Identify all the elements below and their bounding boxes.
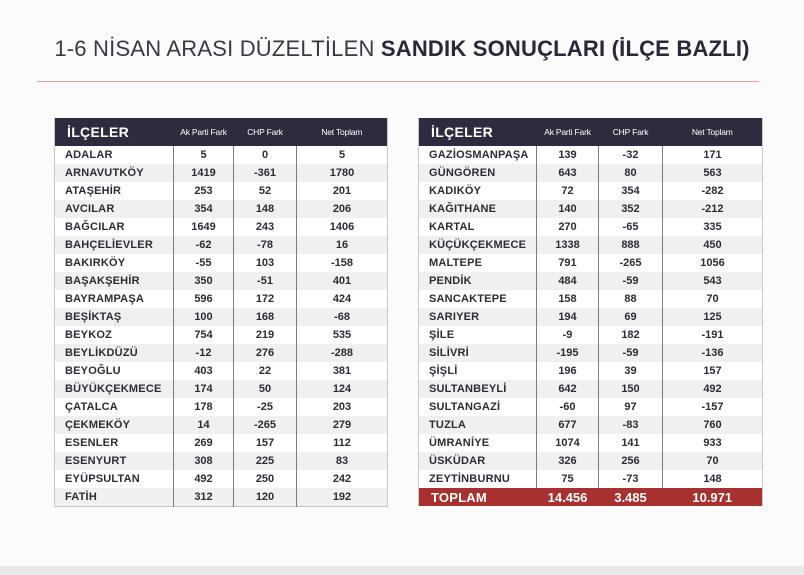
district-cell: ARNAVUTKÖY: [55, 164, 174, 182]
net-total-cell: 1406: [297, 218, 388, 236]
net-total-cell: 125: [663, 308, 763, 326]
akp-diff-cell: 1074: [537, 434, 599, 452]
chp-diff-cell: 168: [234, 308, 297, 326]
table-row: [55, 182, 388, 200]
chp-diff-cell: 97: [599, 398, 663, 416]
total-net: 10.971: [663, 488, 763, 506]
table-row: [419, 434, 763, 452]
district-cell: KARTAL: [429, 221, 475, 233]
district-cell: BAYRAMPAŞA: [65, 293, 145, 305]
akp-diff-cell: 403: [174, 362, 234, 380]
akp-diff-cell: 174: [174, 380, 234, 398]
net-total-cell: 1056: [663, 254, 763, 272]
district-cell: ŞİŞLİ: [429, 365, 458, 377]
chp-diff-cell: 225: [234, 452, 297, 470]
akp-diff-cell: -55: [174, 254, 234, 272]
net-total-cell: -158: [297, 254, 388, 272]
total-akp: 14.456: [537, 488, 599, 506]
district-cell: BÜYÜKÇEKMECE: [55, 380, 174, 398]
title-light: 1-6 NİSAN ARASI DÜZELTİLEN: [54, 36, 375, 61]
table-row: [419, 398, 763, 416]
chp-diff-cell: 276: [234, 344, 297, 362]
chp-diff-cell: 22: [234, 362, 297, 380]
chp-diff-cell: -32: [599, 146, 663, 164]
table-row: [419, 164, 763, 182]
chp-diff-cell: -73: [599, 470, 663, 488]
chp-diff-cell: -78: [234, 236, 297, 254]
district-cell: FATİH: [55, 488, 174, 507]
total-chp: 3.485: [599, 488, 663, 506]
district-cell: BAKIRKÖY: [65, 257, 126, 269]
akp-diff-cell: 270: [537, 218, 599, 236]
district-cell: SARIYER: [419, 308, 537, 326]
chp-diff-cell: 52: [234, 182, 297, 200]
district-cell: ADALAR: [65, 149, 113, 161]
district-cell: KÜÇÜKÇEKMECE: [419, 236, 537, 254]
col-header-akp: Ak Parti Fark: [537, 118, 599, 146]
table-row: [419, 182, 763, 200]
table-row: [55, 434, 388, 452]
district-cell: BAHÇELİEVLER: [55, 236, 174, 254]
title-divider: [37, 81, 759, 82]
table-row: [55, 272, 388, 290]
net-total-cell: 203: [297, 398, 388, 416]
table-row: [55, 200, 388, 218]
net-total-cell: 192: [297, 488, 388, 507]
net-total-cell: 112: [297, 434, 388, 452]
chp-diff-cell: 103: [234, 254, 297, 272]
col-header-chp: CHP Fark: [599, 118, 663, 146]
table-row: [419, 218, 763, 236]
akp-diff-cell: 492: [174, 470, 234, 488]
net-total-cell: 70: [663, 452, 763, 470]
table-row: [419, 236, 763, 254]
district-cell: EYÜPSULTAN: [65, 473, 140, 485]
chp-diff-cell: 354: [599, 182, 663, 200]
net-total-cell: 16: [297, 236, 388, 254]
akp-diff-cell: 178: [174, 398, 234, 416]
table-row: [419, 416, 763, 434]
chp-diff-cell: -25: [234, 398, 297, 416]
district-cell: BEYOĞLU: [65, 365, 121, 377]
net-total-cell: 206: [297, 200, 388, 218]
col-header-akp: Ak Parti Fark: [174, 118, 234, 146]
total-row: [419, 488, 763, 506]
table-row: [55, 416, 388, 434]
chp-diff-cell: 80: [599, 164, 663, 182]
net-total-cell: 148: [663, 470, 763, 488]
chp-diff-cell: -65: [599, 218, 663, 236]
chp-diff-cell: 182: [599, 326, 663, 344]
net-total-cell: 760: [663, 416, 763, 434]
net-total-cell: 70: [663, 290, 763, 308]
district-cell: ATAŞEHİR: [65, 185, 122, 197]
table-row: [419, 308, 763, 326]
net-total-cell: -191: [663, 326, 763, 344]
net-total-cell: 5: [297, 146, 388, 164]
akp-diff-cell: 1338: [537, 236, 599, 254]
table-row: [419, 326, 763, 344]
net-total-cell: 543: [663, 272, 763, 290]
table-row: [55, 146, 388, 164]
district-cell: BAŞAKŞEHİR: [55, 272, 174, 290]
district-cell: GAZİOSMANPAŞA: [429, 149, 529, 161]
table-row: [55, 398, 388, 416]
district-cell: BEYLİKDÜZÜ: [55, 344, 174, 362]
akp-diff-cell: 312: [174, 488, 234, 507]
table-row: [419, 470, 763, 488]
akp-diff-cell: 140: [537, 200, 599, 218]
chp-diff-cell: 0: [234, 146, 297, 164]
chp-diff-cell: -59: [599, 272, 663, 290]
net-total-cell: 563: [663, 164, 763, 182]
akp-diff-cell: 326: [537, 452, 599, 470]
col-header-district: İLÇELER: [419, 118, 537, 146]
net-total-cell: 401: [297, 272, 388, 290]
district-cell: GÜNGÖREN: [419, 164, 537, 182]
akp-diff-cell: -9: [537, 326, 599, 344]
district-cell: BEŞİKTAŞ: [55, 308, 174, 326]
table-row: [55, 452, 388, 470]
district-cell: BEYKOZ: [65, 329, 113, 341]
chp-diff-cell: -51: [234, 272, 297, 290]
akp-diff-cell: 14: [174, 416, 234, 434]
chp-diff-cell: 141: [599, 434, 663, 452]
right-results-table: [418, 118, 763, 506]
chp-diff-cell: 150: [599, 380, 663, 398]
akp-diff-cell: 196: [537, 362, 599, 380]
akp-diff-cell: 308: [174, 452, 234, 470]
table-row: [419, 452, 763, 470]
akp-diff-cell: 354: [174, 200, 234, 218]
akp-diff-cell: -12: [174, 344, 234, 362]
chp-diff-cell: 88: [599, 290, 663, 308]
chp-diff-cell: 219: [234, 326, 297, 344]
akp-diff-cell: 350: [174, 272, 234, 290]
district-cell: KADIKÖY: [429, 185, 482, 197]
akp-diff-cell: 253: [174, 182, 234, 200]
akp-diff-cell: 791: [537, 254, 599, 272]
district-cell: PENDİK: [419, 272, 537, 290]
district-cell: KAĞITHANE: [419, 200, 537, 218]
district-cell: ÜSKÜDAR: [419, 452, 537, 470]
chp-diff-cell: 172: [234, 290, 297, 308]
district-cell: BAĞCILAR: [65, 221, 125, 233]
net-total-cell: 1780: [297, 164, 388, 182]
table-row: [55, 308, 388, 326]
table-row: [419, 146, 763, 164]
table-row: [55, 380, 388, 398]
net-total-cell: -68: [297, 308, 388, 326]
chp-diff-cell: 50: [234, 380, 297, 398]
col-header-chp: CHP Fark: [234, 118, 297, 146]
akp-diff-cell: 269: [174, 434, 234, 452]
chp-diff-cell: -265: [234, 416, 297, 434]
district-cell: ŞİLE: [429, 329, 455, 341]
table-row: [55, 344, 388, 362]
akp-diff-cell: 677: [537, 416, 599, 434]
district-cell: ÇEKMEKÖY: [55, 416, 174, 434]
chp-diff-cell: -265: [599, 254, 663, 272]
akp-diff-cell: 139: [537, 146, 599, 164]
net-total-cell: 124: [297, 380, 388, 398]
table-row: [419, 200, 763, 218]
net-total-cell: 424: [297, 290, 388, 308]
akp-diff-cell: -60: [537, 398, 599, 416]
chp-diff-cell: 243: [234, 218, 297, 236]
net-total-cell: 279: [297, 416, 388, 434]
table-row: [55, 254, 388, 272]
chp-diff-cell: 148: [234, 200, 297, 218]
table-row: [419, 380, 763, 398]
akp-diff-cell: 1649: [174, 218, 234, 236]
chp-diff-cell: 120: [234, 488, 297, 507]
district-cell: SULTANGAZİ: [429, 401, 501, 413]
district-cell: ESENLER: [65, 437, 119, 449]
table-row: [419, 272, 763, 290]
district-cell: AVCILAR: [55, 200, 174, 218]
akp-diff-cell: 596: [174, 290, 234, 308]
district-cell: SANCAKTEPE: [429, 293, 507, 305]
district-cell: ÜMRANİYE: [429, 437, 490, 449]
chp-diff-cell: -83: [599, 416, 663, 434]
chp-diff-cell: 256: [599, 452, 663, 470]
akp-diff-cell: -195: [537, 344, 599, 362]
akp-diff-cell: 1419: [174, 164, 234, 182]
akp-diff-cell: 194: [537, 308, 599, 326]
akp-diff-cell: 75: [537, 470, 599, 488]
net-total-cell: 381: [297, 362, 388, 380]
district-cell: ÇATALCA: [65, 401, 118, 413]
net-total-cell: 157: [663, 362, 763, 380]
akp-diff-cell: 158: [537, 290, 599, 308]
chp-diff-cell: 157: [234, 434, 297, 452]
table-row: [55, 290, 388, 308]
akp-diff-cell: 754: [174, 326, 234, 344]
district-cell: SULTANBEYLİ: [419, 380, 537, 398]
district-cell: TUZLA: [419, 416, 537, 434]
net-total-cell: 535: [297, 326, 388, 344]
chp-diff-cell: 250: [234, 470, 297, 488]
table-row: [419, 290, 763, 308]
district-cell: SİLİVRİ: [419, 344, 537, 362]
table-row: [55, 164, 388, 182]
net-total-cell: 933: [663, 434, 763, 452]
akp-diff-cell: 642: [537, 380, 599, 398]
net-total-cell: 450: [663, 236, 763, 254]
net-total-cell: 171: [663, 146, 763, 164]
table-row: [419, 254, 763, 272]
akp-diff-cell: -62: [174, 236, 234, 254]
table-row: [55, 362, 388, 380]
chp-diff-cell: 352: [599, 200, 663, 218]
title-bold: SANDIK SONUÇLARI (İLÇE BAZLI): [380, 36, 750, 61]
district-cell: MALTEPE: [429, 257, 483, 269]
chp-diff-cell: 69: [599, 308, 663, 326]
table-header-row: [419, 118, 763, 146]
akp-diff-cell: 72: [537, 182, 599, 200]
chp-diff-cell: 39: [599, 362, 663, 380]
akp-diff-cell: 5: [174, 146, 234, 164]
table-row: [55, 488, 388, 507]
net-total-cell: 492: [663, 380, 763, 398]
chp-diff-cell: 888: [599, 236, 663, 254]
district-cell: ESENYURT: [55, 452, 174, 470]
chp-diff-cell: -59: [599, 344, 663, 362]
left-results-table: [54, 118, 388, 507]
table-row: [419, 344, 763, 362]
table-row: [55, 236, 388, 254]
net-total-cell: 83: [297, 452, 388, 470]
table-row: [55, 470, 388, 488]
akp-diff-cell: 484: [537, 272, 599, 290]
table-row: [419, 362, 763, 380]
col-header-district: İLÇELER: [55, 118, 174, 146]
col-header-net: Net Toplam: [297, 118, 388, 146]
net-total-cell: -288: [297, 344, 388, 362]
page-title: [0, 36, 804, 62]
akp-diff-cell: 100: [174, 308, 234, 326]
table-header-row: [55, 118, 388, 146]
district-cell: ZEYTİNBURNU: [429, 473, 511, 485]
net-total-cell: -136: [663, 344, 763, 362]
net-total-cell: 242: [297, 470, 388, 488]
total-label: TOPLAM: [419, 488, 537, 506]
chp-diff-cell: -361: [234, 164, 297, 182]
table-row: [55, 326, 388, 344]
net-total-cell: -282: [663, 182, 763, 200]
net-total-cell: -212: [663, 200, 763, 218]
net-total-cell: 201: [297, 182, 388, 200]
net-total-cell: 335: [663, 218, 763, 236]
net-total-cell: -157: [663, 398, 763, 416]
table-row: [55, 218, 388, 236]
col-header-net: Net Toplam: [663, 118, 763, 146]
akp-diff-cell: 643: [537, 164, 599, 182]
